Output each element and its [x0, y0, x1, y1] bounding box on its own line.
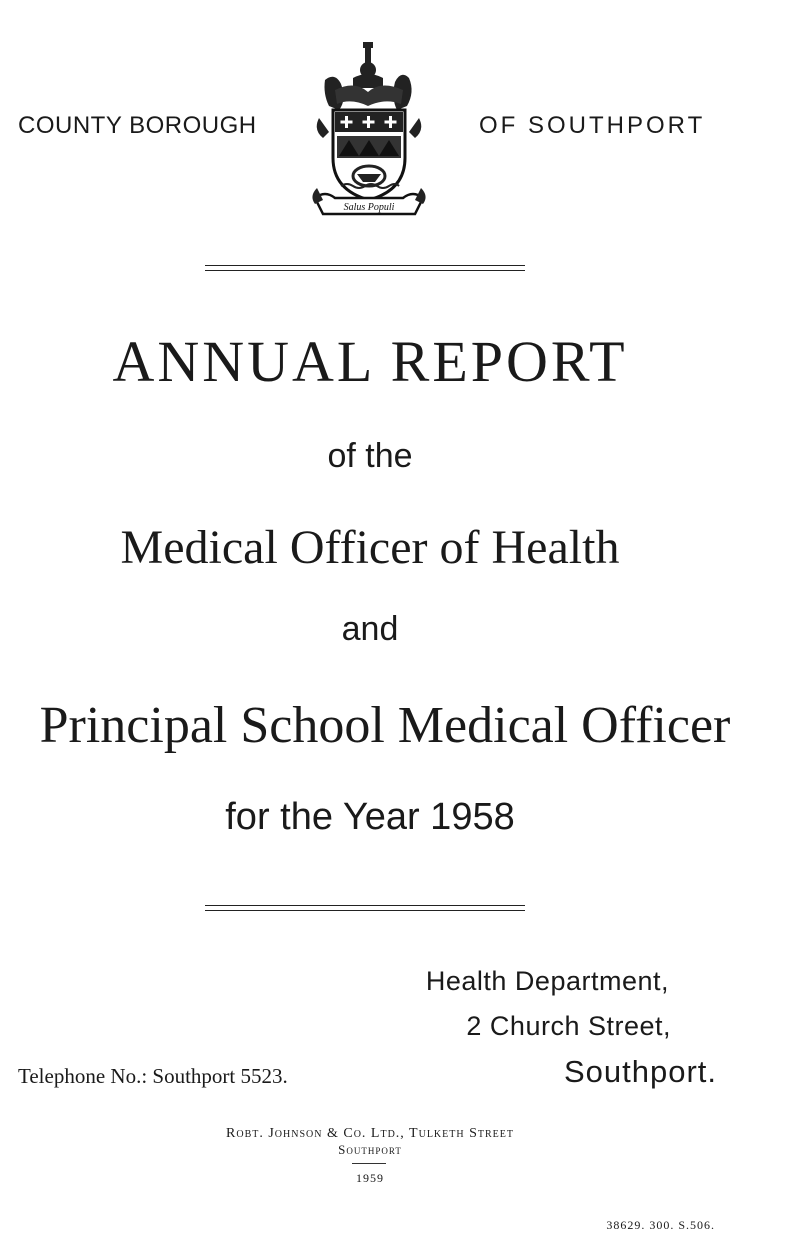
address-line-3: Southport. [563, 1054, 717, 1089]
double-rule-middle [205, 905, 525, 911]
coat-of-arms-crest-icon [305, 40, 433, 216]
header-of-southport: OF SOUTHPORT [479, 112, 706, 139]
address-line-1: Health Department, [425, 966, 669, 996]
motto-text: Salus Populi [343, 202, 395, 213]
printer-town: Southport [338, 1142, 402, 1157]
printer-divider [352, 1163, 386, 1164]
double-rule-top [205, 265, 525, 271]
report-period: for the Year 1958 [225, 796, 515, 838]
title-and: and [341, 610, 399, 648]
print-code: 38629. 300. S.506. [606, 1218, 715, 1232]
header-county-borough: COUNTY BOROUGH [18, 112, 257, 139]
mantling [335, 85, 403, 106]
crest-ornament [353, 42, 383, 88]
telephone-number: Telephone No.: Southport 5523. [18, 1064, 288, 1088]
title-principal-school-medical-officer: Principal School Medical Officer [39, 697, 731, 754]
report-title: ANNUAL REPORT [112, 329, 628, 394]
print-year: 1959 [356, 1171, 384, 1185]
printer-name: Robt. Johnson & Co. Ltd., Tulketh Street [226, 1126, 514, 1141]
title-medical-officer-of-health: Medical Officer of Health [120, 521, 620, 574]
address-line-2: 2 Church Street, [466, 1011, 671, 1041]
title-of-the: of the [327, 437, 413, 475]
